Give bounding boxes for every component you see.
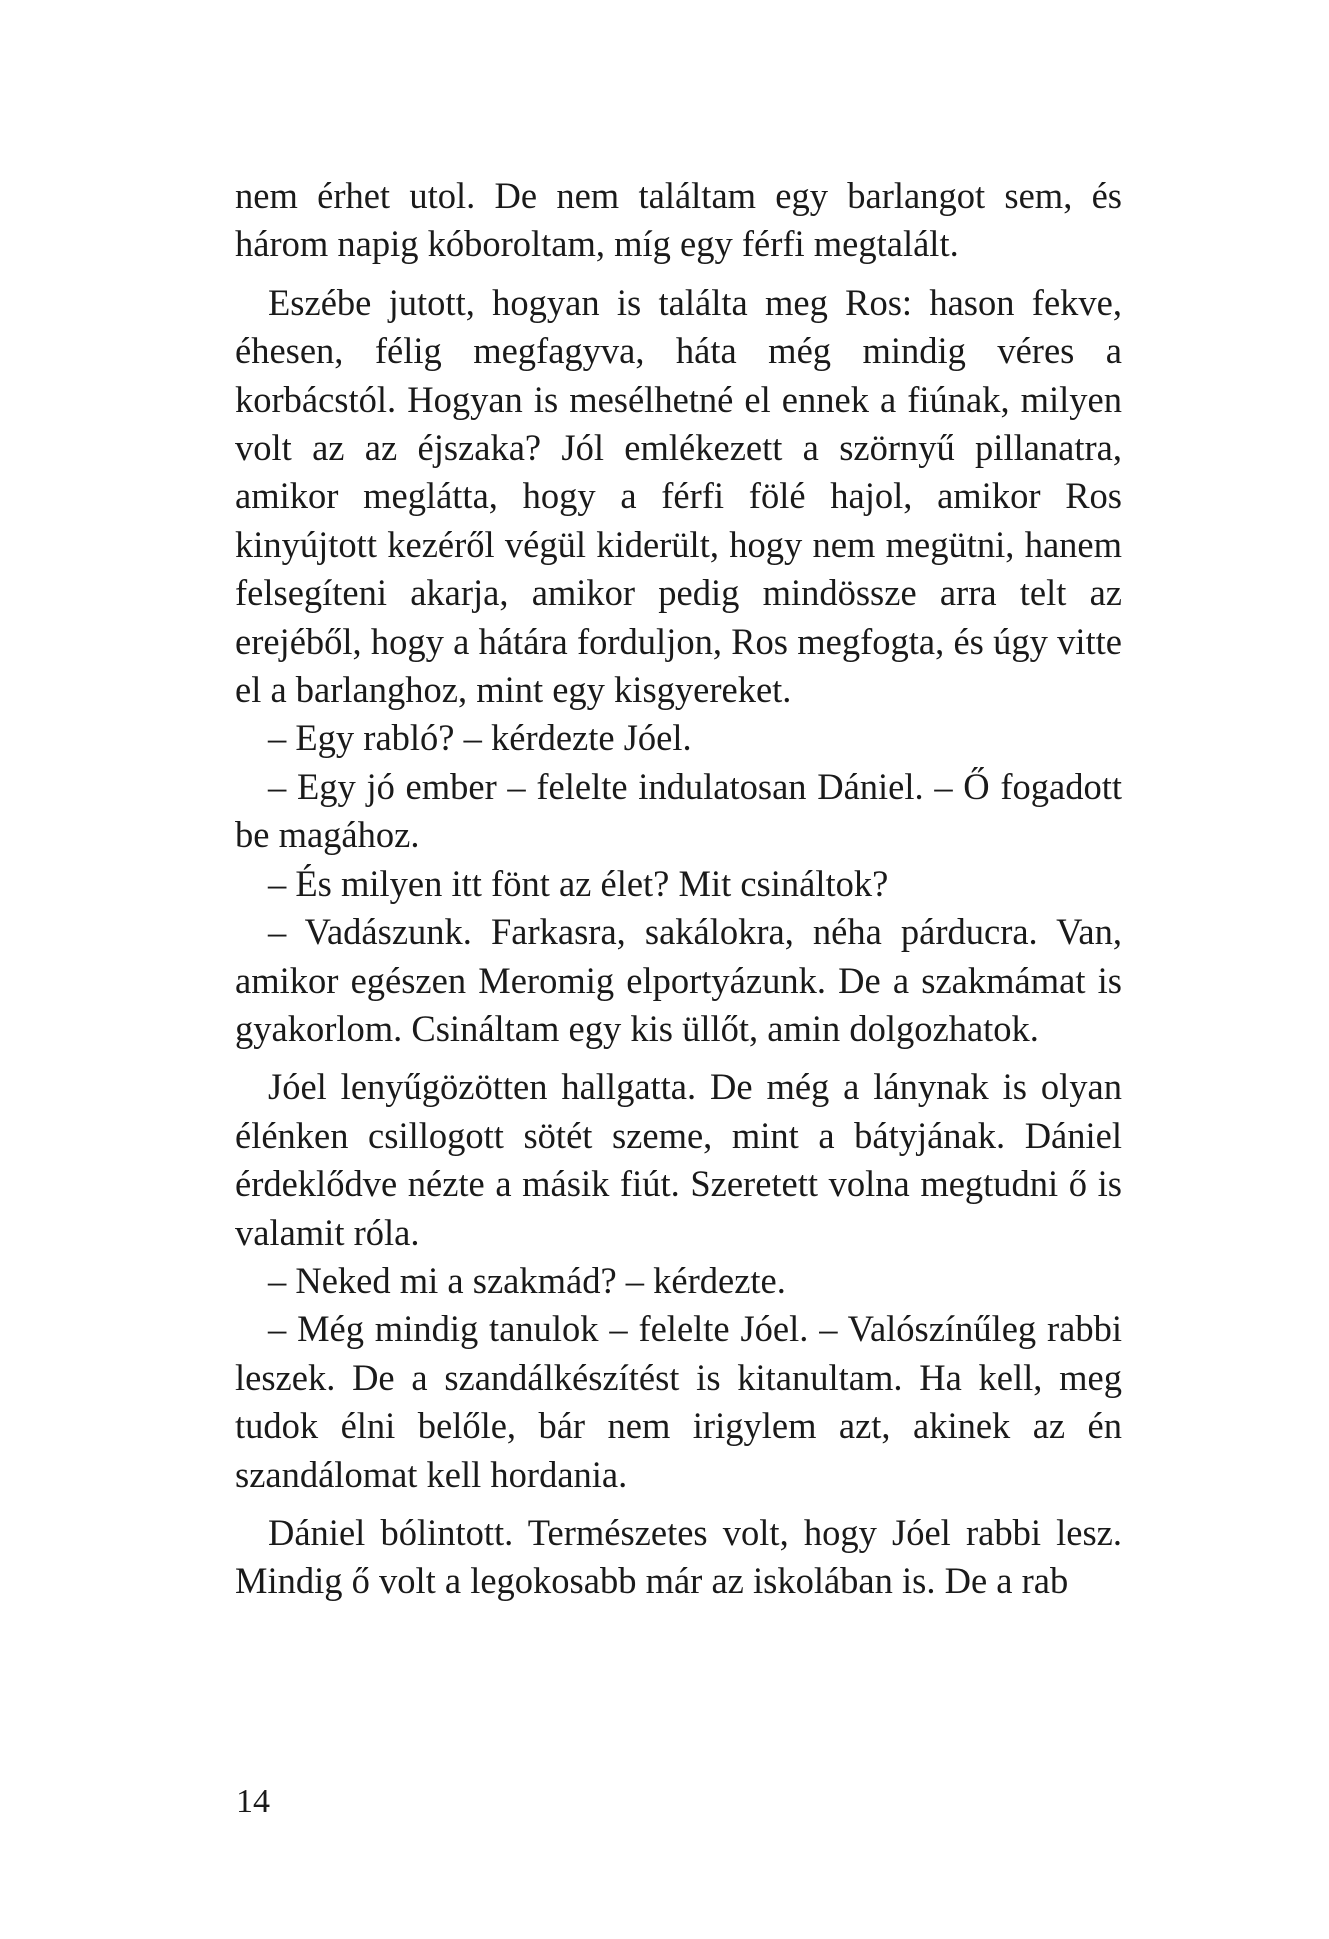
paragraph-6: – Vadászunk. Farkasra, sakálokra, néha párducra. Van, amikor egészen Meromig elportyázunk. De a szakmámat is gyakorlom. Csináltam egy kis üllőt, amin dolgozhatok. [235, 911, 1122, 1049]
paragraph-10: Dániel bólintott. Természetes volt, hogy Jóel rabbi lesz. Mindig ő volt a legokosabb már az iskolában is. De a rab [235, 1511, 1122, 1602]
paragraph-3: – Egy rabló? – kérdezte Jóel. [268, 717, 692, 759]
paragraph-9: – Még mindig tanulok – felelte Jóel. – Valószínűleg rabbi leszek. De a szandálkészítést is kitanultam. Ha kell, meg tudok élni belőle, bár nem irigylem azt, akinek az én szandálomat kell hordania. [235, 1308, 1122, 1495]
page-number: 14 [236, 1783, 270, 1820]
paragraph-4: – Egy jó ember – felelte indulatosan Dániel. – Ő fogadott be magához. [235, 765, 1122, 856]
body-text [235, 172, 1122, 1606]
paragraph-1: nem érhet utol. De nem találtam egy barlangot sem, és három napig kóboroltam, míg egy férfi megtalált. [235, 175, 1122, 265]
paragraph-8: – Neked mi a szakmád? – kérdezte. [268, 1259, 786, 1301]
paragraph-2: Eszébe jutott, hogyan is találta meg Ros: hason fekve, éhesen, félig megfagyva, háta még mindig véres a korbácstól. Hogyan is mesélhetné el ennek a fiúnak, milyen volt az az éjszaka? Jól emlékezett a szörnyű pillanatra, amikor meglátta, hogy a férfi fölé hajol, amikor Ros kinyújtott kezéről végül kiderült, hogy nem megütni, hanem felsegíteni akarja, amikor pedig mindössze arra telt az erejéből, hogy a hátára forduljon, Ros megfogta, és úgy vitte el a barlanghoz, mint egy kisgyereket. [235, 281, 1122, 711]
paragraph-5: – És milyen itt fönt az élet? Mit csináltok? [268, 862, 889, 904]
paragraph-7: Jóel lenyűgözötten hallgatta. De még a lánynak is olyan élénken csillogott sötét szeme, mint a bátyjának. Dániel érdeklődve nézte a másik fiút. Szeretett volna megtudni ő is valamit róla. [235, 1066, 1122, 1253]
